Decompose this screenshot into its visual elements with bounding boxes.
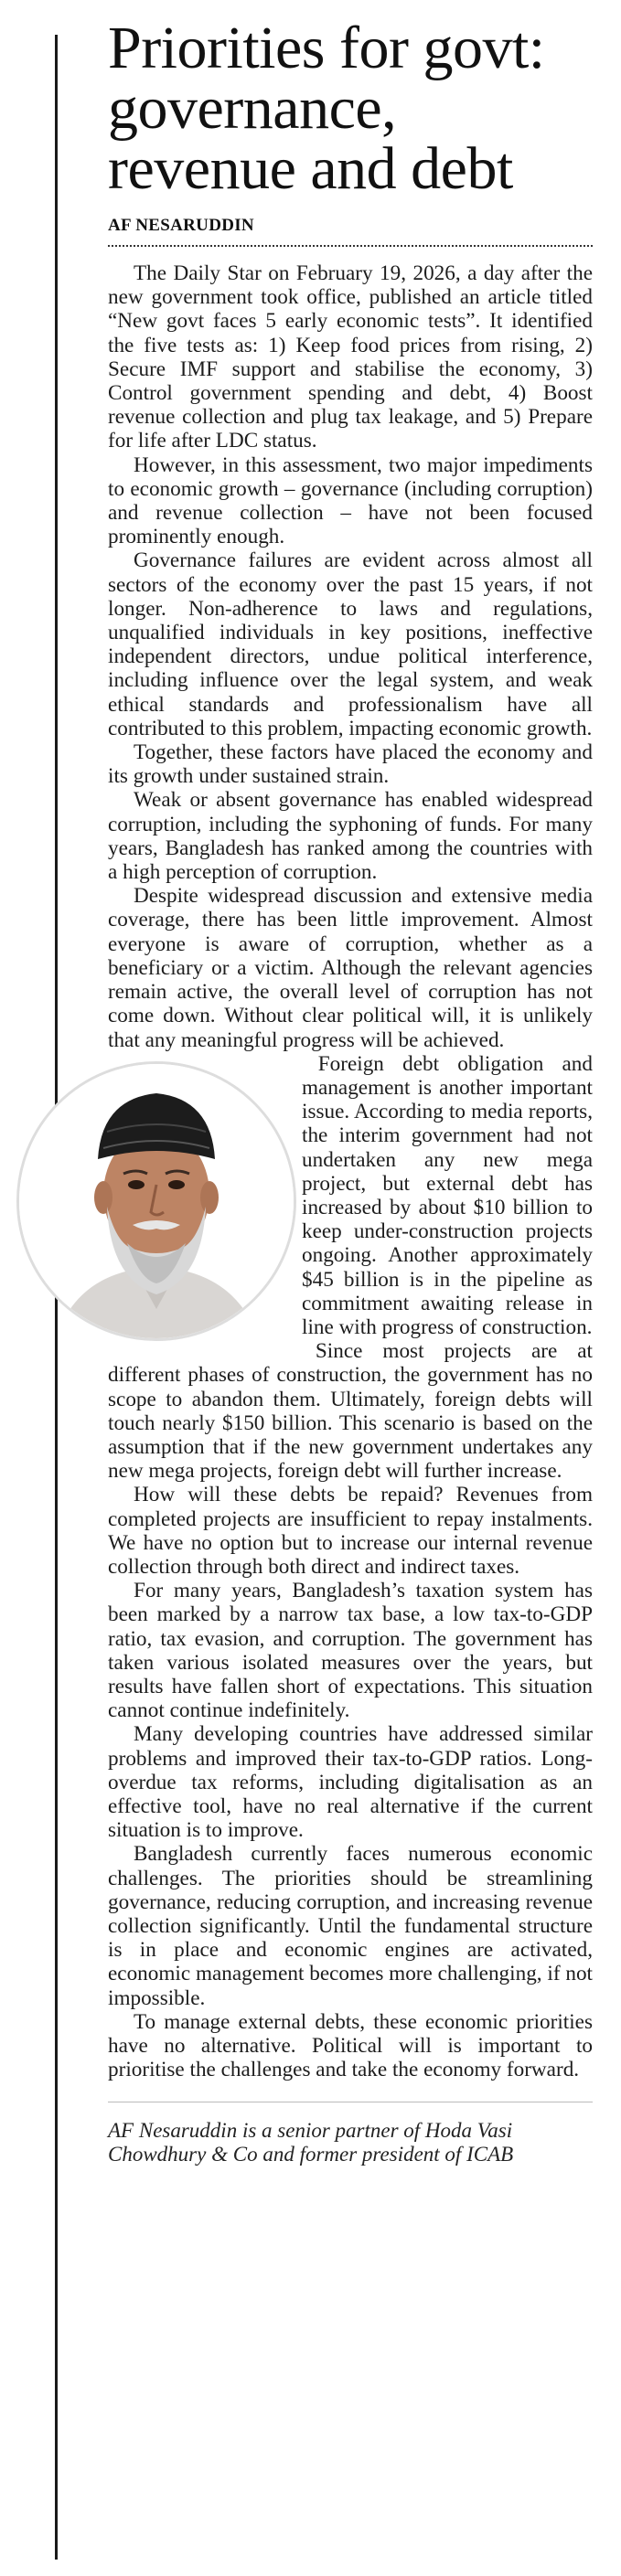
paragraph: Since most projects are at different phases of construction, the government has no scope to abandon them. Ultimately, foreign debts will touch nearly $150 billion. This scenario is based on the assumption that if the new government undertakes any new mega projects, foreign debt will further increase.	[108, 1339, 593, 1484]
paragraph: Governance failures are evident across almost all sectors of the economy over the past 15 years, if not longer. Non-adherence to laws and regulations, unqualified individuals in key positions, ineffective independent directors, undue political interference, including influence over the legal system, and weak ethical standards and professionalism have all contributed to this problem, impacting economic growth.	[108, 548, 593, 740]
paragraph: However, in this assessment, two major impediments to economic growth – governance (including corruption) and revenue collection – have not been focused prominently enough.	[108, 452, 593, 549]
paragraph: How will these debts be repaid? Revenues from completed projects are insufficient to repay instalments. We have no option but to increase our internal revenue collection through both direct and indirect taxes.	[108, 1483, 593, 1579]
author-bio: AF Nesaruddin is a senior partner of Hoda Vasi Chowdhury & Co and former president of ICAB	[108, 2119, 514, 2166]
paragraph: Foreign debt obligation and management is another important issue. According to media reports, the interim government had not undertaken any new mega project, but external debt has increased by about $10 billion to keep under-construction projects ongoing. Another approximately $45 billion is in the pipeline as commitment awaiting release in line with progress of construction.	[302, 1051, 593, 1339]
paragraph: To manage external debts, these economic priorities have no alternative. Political will is important to prioritise the challenges and take the economy forward.	[108, 2009, 593, 2082]
paragraph: For many years, Bangladesh’s taxation system has been marked by a narrow tax base, a low tax-to-GDP ratio, tax evasion, and corruption. The government has taken various isolated measures over the years, but results have fallen short of expectations. This situation cannot continue indefinitely.	[108, 1579, 593, 1723]
byline: AF NESARUDDIN	[108, 216, 254, 235]
author-photo	[0, 1052, 302, 1381]
paragraph: Many developing countries have addressed similar problems and improved their tax-to-GDP ratios. Long-overdue tax reforms, including digitalisation as an effective tool, have no real alternative if the current situation is to improve.	[108, 1722, 593, 1843]
paragraph: Weak or absent governance has enabled widespread corruption, including the syphoning of funds. For many years, Bangladesh has ranked among the countries with a high perception of corruption.	[108, 788, 593, 885]
paragraph: Together, these factors have placed the economy and its growth under sustained strain.	[108, 740, 593, 789]
paragraph: Bangladesh currently faces numerous economic challenges. The priorities should be streamlining governance, reducing corruption, and increasing revenue collection significantly. Until the fundamental structure is in place and economic engines are activated, economic management becomes more challenging, if not impossible.	[108, 1842, 593, 2010]
paragraph: Despite widespread discussion and extensive media coverage, there has been little improvement. Almost everyone is aware of corruption, whether as a beneficiary or a victim. Although the relevant agencies remain active, the overall level of corruption has not come down. Without clear political will, it is unlikely that any meaningful progress will be achieved.	[108, 884, 593, 1052]
article-column	[108, 15, 593, 2166]
dotted-divider	[108, 245, 593, 247]
article-body	[108, 261, 593, 2081]
author-portrait	[16, 1061, 296, 1341]
paragraph: The Daily Star on February 19, 2026, a day after the new government took office, published an article titled “New govt faces 5 early economic tests”. It identified the five tests as: 1) Keep food prices from rising, 2) Secure IMF support and stabilise the economy, 3) Control government spending and debt, 4) Boost revenue collection and plug tax leakage, and 5) Prepare for life after LDC status.	[108, 261, 593, 453]
headline: Priorities for govt: governance, revenue and debt	[108, 15, 545, 202]
